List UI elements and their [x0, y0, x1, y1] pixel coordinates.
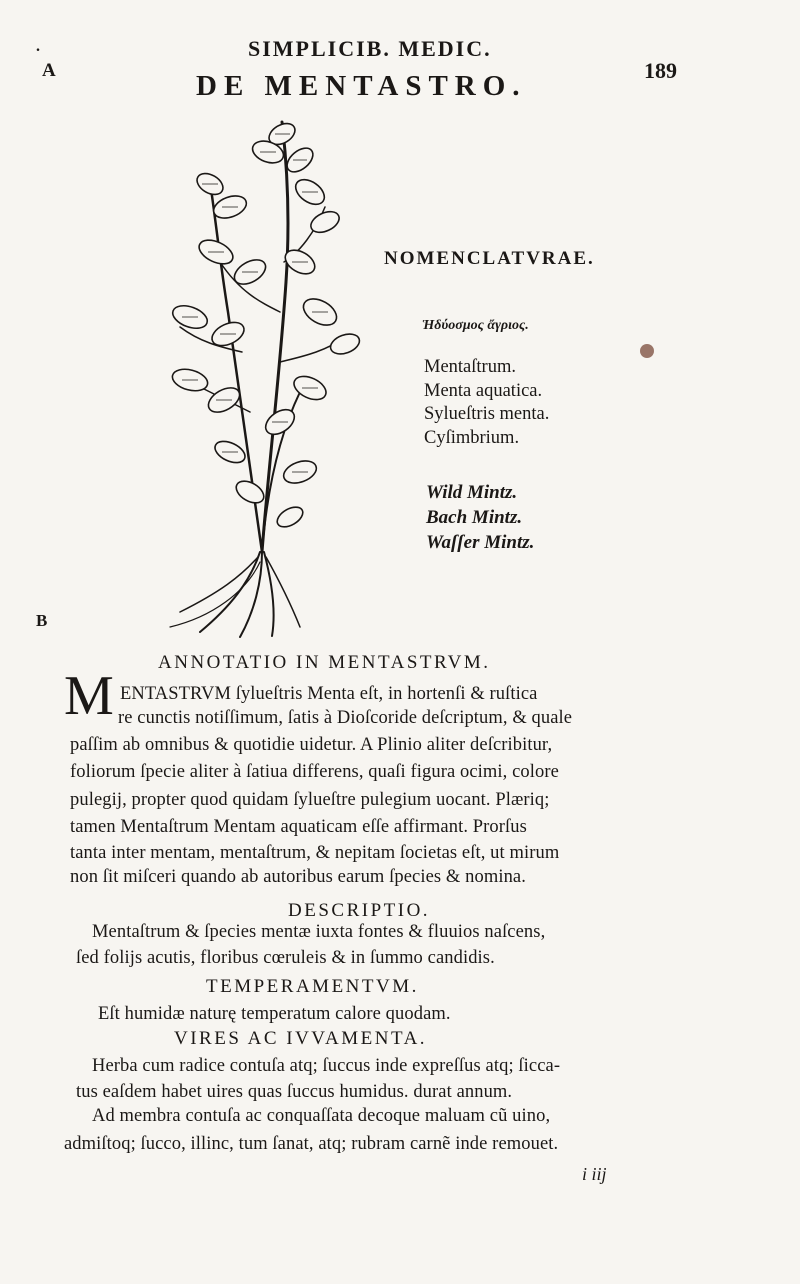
latin-name: Menta aquatica. [424, 380, 543, 401]
drop-cap: M [64, 665, 114, 727]
latin-names-list [424, 356, 549, 450]
german-name: Wild Mintz. [426, 482, 518, 503]
latin-name: Mentaſtrum. [424, 357, 516, 377]
text-line: Ad membra contuſa ac conquaſſata decoque maluam cũ uino, [92, 1106, 551, 1126]
text-line: admiſtoq; ſucco, illinc, tum ſanat, atq; rubram carnẽ inde remouet. [64, 1134, 559, 1154]
text-line: Eſt humidæ naturę temperatum calore quodam. [98, 1004, 451, 1024]
page-title: DE MENTASTRO. [196, 70, 527, 102]
vires-heading: VIRES AC IVVAMENTA. [174, 1028, 428, 1049]
german-names-list [426, 480, 534, 555]
text-line: re cunctis notiſſimum, ſatis à Dioſcoride deſcriptum, & quale [118, 708, 573, 728]
running-head: SIMPLICIB. MEDIC. [248, 36, 492, 61]
latin-name: Sylueſtris menta. [424, 404, 550, 424]
plant-woodcut-illustration [150, 112, 364, 642]
margin-dot: . [36, 38, 40, 55]
temperamentum-heading: TEMPERAMENTVM. [206, 976, 419, 997]
text-line: tus eaſdem habet uires quas ſuccus humidus. durat annum. [76, 1082, 513, 1102]
text-line: ENTASTRVM ſylueſtris Menta eſt, in hortenſi & ruſtica [120, 684, 538, 704]
text-line: Herba cum radice contuſa atq; ſuccus inde expreſſus atq; ſicca- [92, 1056, 561, 1076]
text-line: Mentaſtrum & ſpecies mentæ iuxta fontes & fluuios naſcens, [92, 922, 546, 942]
margin-letter-b: B [36, 611, 48, 630]
annotatio-heading: ANNOTATIO IN MENTASTRVM. [158, 652, 491, 673]
text-line: non ſit miſceri quando ab autoribus earum ſpecies & nomina. [70, 867, 526, 887]
text-line: tanta inter mentam, mentaſtrum, & nepitam ſocietas eſt, ut mirum [70, 843, 560, 863]
ink-blot [640, 344, 654, 358]
text-line: ſed folijs acutis, floribus cœruleis & in ſummo candidis. [76, 948, 495, 968]
text-line: pulegij, propter quod quidam ſylueſtre pulegium uocant. Plæriq; [70, 790, 550, 810]
text-line: paſſim ab omnibus & quotidie uidetur. A Plinio aliter deſcribitur, [70, 735, 553, 755]
descriptio-heading: DESCRIPTIO. [288, 900, 431, 921]
margin-letter-a: A [42, 60, 56, 81]
latin-name: Cyſimbrium. [424, 427, 520, 448]
signature-mark: i iij [582, 1164, 607, 1184]
text-line: foliorum ſpecie aliter à ſatiua differens, quaſi figura ocimi, colore [70, 762, 559, 782]
nomenclature-heading: NOMENCLATVRAE. [384, 248, 595, 269]
german-name: Waſſer Mintz. [426, 532, 535, 553]
text-line: tamen Mentaſtrum Mentam aquaticam eſſe affirmant. Prorſus [70, 817, 527, 837]
page-number: 189 [644, 58, 677, 83]
german-name: Bach Mintz. [426, 507, 523, 528]
greek-name: Ἡδύοσμος ἄγριος. [422, 318, 529, 333]
